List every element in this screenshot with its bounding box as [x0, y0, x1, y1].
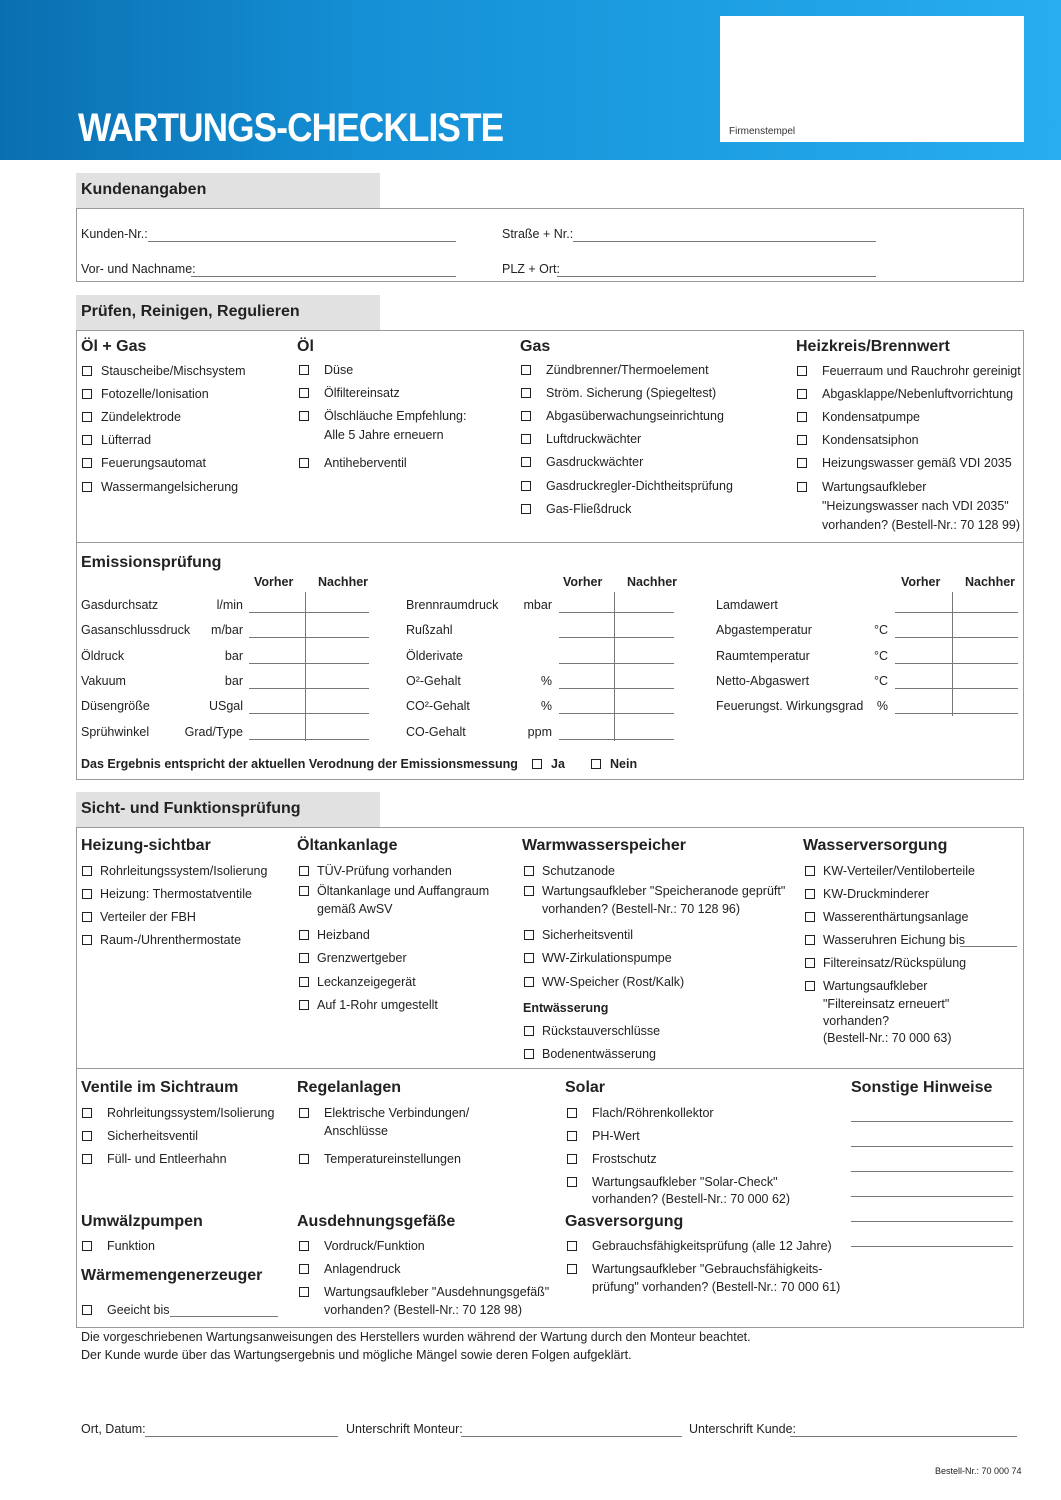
heading-oel-gas: Öl + Gas — [81, 338, 147, 355]
emission-label: O²-Gehalt — [406, 673, 461, 688]
emission-unit: ppm — [527, 724, 552, 739]
checkbox-label-cont: (Bestell-Nr.: 70 000 63) — [823, 1031, 952, 1045]
emission-vorher-field[interactable] — [559, 713, 614, 714]
checkbox-label: Luftdruckwächter — [546, 432, 642, 446]
checkbox-label: WW-Speicher (Rost/Kalk) — [542, 975, 685, 989]
stamp-label: Firmenstempel — [729, 126, 796, 137]
checkbox[interactable] — [299, 1241, 309, 1251]
checkbox-label: Wassermangelsicherung — [101, 480, 239, 494]
checkbox-label: Rückstauverschlüsse — [542, 1024, 661, 1038]
checkbox-label: Heizband — [317, 928, 370, 942]
hinweis-line[interactable] — [851, 1221, 1013, 1222]
checkbox[interactable] — [797, 482, 807, 492]
footer-note-1: Die vorgeschriebenen Wartungsanweisungen des Herstellers wurden während der Wartung durch den Monteur beachtet. — [81, 1330, 751, 1344]
checkbox-label: Wartungsaufkleber "Solar-Check" — [592, 1175, 778, 1189]
checkbox-label: Schutzanode — [542, 864, 615, 878]
checkbox-label-cont: Alle 5 Jahre erneuern — [324, 428, 444, 442]
checkbox-label: Grenzwertgeber — [317, 951, 407, 965]
checkbox[interactable] — [299, 365, 309, 375]
checkbox[interactable] — [82, 1305, 92, 1315]
emission-label: Gasanschlussdruck — [81, 623, 191, 638]
label-unterschrift-kunde: Unterschrift Kunde: — [689, 1422, 796, 1436]
col-nachher: Nachher — [627, 575, 678, 589]
checkbox-label-cont: "Filtereinsatz erneuert" — [823, 997, 950, 1011]
checkbox[interactable] — [524, 1049, 534, 1059]
col-nachher: Nachher — [965, 575, 1016, 589]
emission-vorher-field[interactable] — [559, 739, 614, 740]
emission-nachher-field[interactable] — [952, 688, 1018, 689]
checkbox-label: Wasserenthärtungsanlage — [823, 910, 969, 924]
emission-label: Brennraumdruck — [406, 598, 499, 612]
emission-vorher-field[interactable] — [895, 688, 952, 689]
checkbox[interactable] — [805, 958, 815, 968]
checkbox[interactable] — [82, 458, 92, 468]
emission-separator — [305, 592, 306, 741]
label-nein: Nein — [610, 757, 638, 771]
checkbox[interactable] — [299, 1264, 309, 1274]
checkbox-label: Bodenentwässerung — [542, 1047, 656, 1061]
checkbox-label-cont: prüfung" vorhanden? (Bestell-Nr.: 70 000 61) — [592, 1280, 841, 1294]
checkbox[interactable] — [805, 981, 815, 991]
checkbox-label: Ström. Sicherung (Spiegeltest) — [546, 386, 717, 400]
checkbox-label: Heizungswasser gemäß VDI 2035 — [822, 456, 1012, 470]
checkbox[interactable] — [82, 1241, 92, 1251]
checkbox-label: Ölschläuche Empfehlung: — [324, 409, 467, 423]
emission-nachher-field[interactable] — [305, 663, 369, 664]
checkbox[interactable] — [805, 912, 815, 922]
checkbox[interactable] — [524, 977, 534, 987]
heading-ausdehn: Ausdehnungsgefäße — [297, 1213, 456, 1230]
label-ort-datum: Ort, Datum: — [81, 1422, 146, 1436]
checkbox[interactable] — [521, 411, 531, 421]
label-ja: Ja — [551, 757, 565, 771]
checkbox[interactable] — [82, 935, 92, 945]
footer-note-2: Der Kunde wurde über das Wartungsergebnis und mögliche Mängel sowie deren Folgen aufgeklärt. — [81, 1348, 632, 1362]
checkbox-ja[interactable] — [532, 759, 542, 769]
emission-vorher-field[interactable] — [249, 637, 305, 638]
checkbox-label: Düse — [324, 363, 354, 377]
label-name: Vor- und Nachname: — [81, 262, 196, 276]
checkbox[interactable] — [299, 388, 309, 398]
checkbox[interactable] — [82, 412, 92, 422]
checkbox-label: Öltankanlage und Auffangraum — [317, 884, 490, 898]
checkbox-label-cont: vorhanden? (Bestell-Nr.: 70 128 96) — [542, 902, 741, 916]
checkbox[interactable] — [521, 504, 531, 514]
checkbox[interactable] — [299, 458, 309, 468]
heading-ww: Warmwasserspeicher — [522, 837, 686, 854]
checkbox-label: Feuerungsautomat — [101, 456, 206, 470]
order-number: Bestell-Nr.: 70 000 74 — [935, 1466, 1022, 1476]
emission-nachher-field[interactable] — [305, 688, 369, 689]
checkbox-label: Gebrauchsfähigkeitsprüfung (alle 12 Jahre) — [592, 1239, 832, 1253]
emission-label: Düsengröße — [81, 699, 150, 714]
checkbox-label: Elektrische Verbindungen/ — [324, 1106, 470, 1120]
emission-label: Ölderivate — [406, 648, 463, 663]
checkbox-label: Füll- und Entleerhahn — [107, 1152, 227, 1166]
company-stamp-box — [720, 16, 1024, 142]
emission-vorher-field[interactable] — [895, 713, 952, 714]
checkbox[interactable] — [82, 1108, 92, 1118]
section-header-kundenangaben: Kundenangaben — [76, 173, 380, 208]
checkbox-label: Zündbrenner/Thermoelement — [546, 363, 709, 377]
checkbox[interactable] — [299, 977, 309, 987]
col-nachher: Nachher — [318, 575, 369, 589]
checkbox[interactable] — [82, 435, 92, 445]
checkbox-label: Fotozelle/Ionisation — [101, 387, 209, 401]
heading-waerme: Wärmemengenerzeuger — [81, 1267, 263, 1284]
checkbox-label: Gas-Fließdruck — [546, 502, 632, 516]
emission-vorher-field[interactable] — [249, 612, 305, 613]
checkbox-label: Anlagendruck — [324, 1262, 401, 1276]
emission-nachher-field[interactable] — [952, 713, 1018, 714]
checkbox-label: Stauscheibe/Mischsystem — [101, 364, 246, 378]
section-header-pruefen: Prüfen, Reinigen, Regulieren — [76, 295, 380, 330]
label-kundennr: Kunden-Nr.: — [81, 227, 148, 241]
checkbox[interactable] — [82, 889, 92, 899]
checkbox[interactable] — [82, 1154, 92, 1164]
heading-oeltank: Öltankanlage — [297, 837, 398, 854]
subheading-entwaesserung: Entwässerung — [523, 1001, 609, 1015]
emission-nachher-field[interactable] — [614, 612, 674, 613]
emission-nachher-field[interactable] — [614, 663, 674, 664]
checkbox-label: Wartungsaufkleber — [822, 480, 927, 494]
label-strasse: Straße + Nr.: — [502, 227, 574, 241]
heading-solar: Solar — [565, 1079, 606, 1096]
checkbox-label: Zündelektrode — [101, 410, 181, 424]
checkbox[interactable] — [797, 389, 807, 399]
page-title: WARTUNGS-CHECKLISTE — [78, 106, 504, 150]
emission-vorher-field[interactable] — [559, 612, 614, 613]
emission-label: Abgastemperatur — [716, 623, 812, 638]
emission-label: Gasdurchsatz — [81, 598, 159, 612]
geeicht-field[interactable] — [170, 1316, 278, 1317]
emission-vorher-field[interactable] — [559, 637, 614, 638]
divider — [77, 1068, 1023, 1069]
signature-monteur-field[interactable] — [461, 1436, 682, 1437]
checkbox-label: Kondensatpumpe — [822, 410, 920, 424]
emission-label: Netto-Abgaswert — [716, 673, 810, 688]
checkbox[interactable] — [299, 1108, 309, 1118]
name-field[interactable] — [191, 276, 456, 277]
emission-unit: °C — [873, 648, 888, 663]
checkbox[interactable] — [567, 1177, 577, 1187]
checkbox[interactable] — [521, 481, 531, 491]
checkbox[interactable] — [524, 1026, 534, 1036]
checkbox[interactable] — [567, 1264, 577, 1274]
checkbox-label: Antiheberventil — [324, 456, 407, 470]
checkbox[interactable] — [521, 365, 531, 375]
checkbox-label-cont: Anschlüsse — [324, 1124, 388, 1138]
emission-vorher-field[interactable] — [249, 713, 305, 714]
checkbox[interactable] — [805, 866, 815, 876]
checkbox-label: Wartungsaufkleber "Speicheranode geprüft" — [542, 884, 786, 898]
heading-wasser: Wasserversorgung — [803, 837, 948, 854]
checkbox[interactable] — [82, 1131, 92, 1141]
checkbox-label: TÜV-Prüfung vorhanden — [317, 864, 452, 878]
checkbox-label: Sicherheitsventil — [107, 1129, 199, 1143]
checkbox-label: Vordruck/Funktion — [324, 1239, 425, 1253]
emission-unit: m/bar — [211, 623, 243, 638]
emission-unit: l/min — [216, 598, 243, 612]
checkbox-label: Frostschutz — [592, 1152, 657, 1166]
kundennr-field[interactable] — [148, 241, 456, 242]
checkbox[interactable] — [805, 935, 815, 945]
checkbox[interactable] — [299, 886, 309, 896]
checkbox[interactable] — [524, 866, 534, 876]
checkbox[interactable] — [805, 889, 815, 899]
emission-unit: °C — [873, 623, 888, 638]
emission-vorher-field[interactable] — [559, 663, 614, 664]
emission-nachher-field[interactable] — [305, 713, 369, 714]
hinweis-line[interactable] — [851, 1171, 1013, 1172]
emission-nachher-field[interactable] — [305, 739, 369, 740]
emission-vorher-field[interactable] — [895, 663, 952, 664]
hinweis-line[interactable] — [851, 1146, 1013, 1147]
emission-label: Vakuum — [81, 673, 126, 688]
emission-unit: bar — [224, 648, 243, 663]
checkbox-label: Feuerraum und Rauchrohr gereinigt — [822, 364, 1021, 378]
heading-regel: Regelanlagen — [297, 1079, 402, 1096]
checkbox-label: Gasdruckwächter — [546, 455, 644, 469]
plz-field[interactable] — [557, 276, 876, 277]
emission-separator — [952, 592, 953, 716]
emission-label: Öldruck — [81, 648, 125, 663]
checkbox[interactable] — [524, 930, 534, 940]
label-unterschrift-monteur: Unterschrift Monteur: — [346, 1422, 463, 1436]
signature-kunde-field[interactable] — [790, 1436, 1017, 1437]
emission-label: Sprühwinkel — [81, 724, 150, 739]
hinweis-line[interactable] — [851, 1246, 1013, 1247]
emission-result-text: Das Ergebnis entspricht der aktuellen Verodnung der Emissionsmessung — [81, 757, 518, 771]
checkbox[interactable] — [299, 930, 309, 940]
checkbox-label: Rohrleitungssystem/Isolierung — [100, 864, 268, 878]
divider — [77, 542, 1023, 543]
checkbox[interactable] — [82, 866, 92, 876]
checkbox[interactable] — [82, 482, 92, 492]
checkbox-label: Ölfiltereinsatz — [324, 386, 400, 400]
checkbox-label: Filtereinsatz/Rückspülung — [823, 956, 967, 970]
checkbox-label: Leckanzeigegerät — [317, 975, 416, 989]
emission-unit: USgal — [208, 699, 243, 714]
checkbox[interactable] — [567, 1241, 577, 1251]
heading-oel: Öl — [297, 338, 314, 355]
emission-vorher-field[interactable] — [249, 739, 305, 740]
checkbox-label: WW-Zirkulationspumpe — [542, 951, 672, 965]
emission-nachher-field[interactable] — [952, 637, 1018, 638]
emission-unit: Grad/Type — [184, 724, 243, 739]
emission-vorher-field[interactable] — [559, 688, 614, 689]
checkbox[interactable] — [82, 366, 92, 376]
emission-nachher-field[interactable] — [952, 612, 1018, 613]
checkbox[interactable] — [299, 866, 309, 876]
checkbox-label: Rohrleitungssystem/Isolierung — [107, 1106, 275, 1120]
emission-label: CO-Gehalt — [406, 724, 466, 739]
checkbox-label: PH-Wert — [592, 1129, 640, 1143]
checkbox[interactable] — [299, 1154, 309, 1164]
col-vorher: Vorher — [563, 575, 603, 589]
emission-unit: bar — [224, 673, 243, 688]
checkbox-label: Wartungsaufkleber — [823, 979, 928, 993]
emission-nachher-field[interactable] — [952, 663, 1018, 664]
checkbox[interactable] — [567, 1154, 577, 1164]
checkbox[interactable] — [299, 1000, 309, 1010]
checkbox[interactable] — [299, 1287, 309, 1297]
checkbox-label-cont: vorhanden? — [823, 1014, 890, 1028]
emission-label: Rußzahl — [406, 623, 453, 638]
checkbox[interactable] — [82, 389, 92, 399]
checkbox-label-cont: vorhanden? (Bestell-Nr.: 70 128 99) — [822, 518, 1021, 532]
checkbox-label: Auf 1-Rohr umgestellt — [317, 998, 438, 1012]
checkbox-label: Geeicht bis — [107, 1303, 170, 1317]
section-header-sicht: Sicht- und Funktionsprüfung — [76, 792, 380, 827]
checkbox-label-cont: "Heizungswasser nach VDI 2035" — [822, 499, 1009, 513]
emission-nachher-field[interactable] — [614, 688, 674, 689]
checkbox-label: Wartungsaufkleber "Ausdehnungsgefäß" — [324, 1285, 550, 1299]
heading-umwaelz: Umwälzpumpen — [81, 1213, 203, 1230]
emission-vorher-field[interactable] — [249, 663, 305, 664]
checkbox-label: Wasseruhren Eichung bis — [823, 933, 965, 947]
heading-ventile: Ventile im Sichtraum — [81, 1079, 239, 1096]
hinweis-line[interactable] — [851, 1121, 1013, 1122]
checkbox-label-cont: gemäß AwSV — [317, 902, 393, 916]
emission-nachher-field[interactable] — [614, 739, 674, 740]
checkbox[interactable] — [567, 1108, 577, 1118]
emission-unit: % — [540, 699, 552, 714]
emission-label: Lamdawert — [716, 598, 778, 612]
heading-gas: Gas — [520, 338, 551, 355]
ort-datum-field[interactable] — [145, 1436, 338, 1437]
emission-vorher-field[interactable] — [895, 637, 952, 638]
checkbox[interactable] — [797, 412, 807, 422]
checkbox-nein[interactable] — [591, 759, 601, 769]
emission-nachher-field[interactable] — [614, 713, 674, 714]
checkbox[interactable] — [797, 435, 807, 445]
checkbox[interactable] — [797, 458, 807, 468]
checkbox-label: Heizung: Thermostatventile — [100, 887, 252, 901]
checkbox[interactable] — [524, 886, 534, 896]
checkbox[interactable] — [299, 953, 309, 963]
checkbox[interactable] — [567, 1131, 577, 1141]
col-vorher: Vorher — [901, 575, 941, 589]
checkbox[interactable] — [299, 411, 309, 421]
emission-unit: % — [876, 699, 888, 714]
checkbox-label: Sicherheitsventil — [542, 928, 634, 942]
heading-sonstige: Sonstige Hinweise — [851, 1079, 993, 1096]
heading-gasv: Gasversorgung — [565, 1213, 684, 1230]
heading-heizung: Heizung-sichtbar — [81, 837, 211, 854]
checkbox-label: Flach/Röhrenkollektor — [592, 1106, 714, 1120]
checkbox-label: Verteiler der FBH — [100, 910, 196, 924]
strasse-field[interactable] — [573, 241, 876, 242]
checkbox[interactable] — [524, 953, 534, 963]
checkbox[interactable] — [521, 434, 531, 444]
checkbox-label: Wartungsaufkleber "Gebrauchsfähigkeits- — [592, 1262, 823, 1276]
hinweis-line[interactable] — [851, 1196, 1013, 1197]
emission-nachher-field[interactable] — [305, 637, 369, 638]
eichung-field[interactable] — [960, 946, 1017, 947]
emission-label: Feuerungst. Wirkungsgrad — [716, 699, 864, 714]
checkbox-label: Raum-/Uhrenthermostate — [100, 933, 242, 947]
emission-label: Raumtemperatur — [716, 648, 810, 663]
checkbox-label: Gasdruckregler-Dichtheitsprüfung — [546, 479, 733, 493]
emission-unit: °C — [873, 673, 888, 688]
checkbox-label-cont: vorhanden? (Bestell-Nr.: 70 000 62) — [592, 1192, 791, 1206]
emission-separator — [614, 592, 615, 741]
label-plz: PLZ + Ort: — [502, 262, 561, 276]
emission-nachher-field[interactable] — [614, 637, 674, 638]
checkbox-label: KW-Verteiler/Ventiloberteile — [823, 864, 975, 878]
checkbox-label: Kondensatsiphon — [822, 433, 919, 447]
checkbox[interactable] — [521, 457, 531, 467]
checkbox-label-cont: vorhanden? (Bestell-Nr.: 70 128 98) — [324, 1303, 523, 1317]
checkbox-label: Abgasklappe/Nebenluftvorrichtung — [822, 387, 1014, 401]
emission-nachher-field[interactable] — [305, 612, 369, 613]
checkbox-label: KW-Druckminderer — [823, 887, 930, 901]
emission-label: CO²-Gehalt — [406, 699, 470, 714]
heading-emission: Emissionsprüfung — [81, 554, 222, 571]
emission-vorher-field[interactable] — [249, 688, 305, 689]
checkbox-label: Lüfterrad — [101, 433, 152, 447]
checkbox[interactable] — [521, 388, 531, 398]
col-vorher: Vorher — [254, 575, 294, 589]
checkbox-label: Temperatureinstellungen — [324, 1152, 461, 1166]
checkbox[interactable] — [82, 912, 92, 922]
checkbox-label: Abgasüberwachungseinrichtung — [546, 409, 724, 423]
checkbox-label: Funktion — [107, 1239, 155, 1253]
checkbox[interactable] — [797, 366, 807, 376]
heading-heizkreis: Heizkreis/Brennwert — [796, 338, 950, 355]
emission-vorher-field[interactable] — [895, 612, 952, 613]
emission-unit: mbar — [523, 598, 552, 612]
emission-unit: % — [540, 673, 552, 688]
